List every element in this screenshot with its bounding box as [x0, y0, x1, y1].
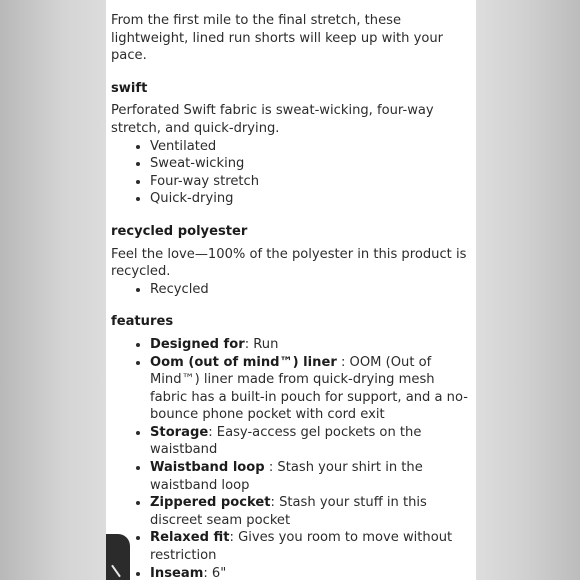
- recycled-list: [111, 281, 470, 299]
- list-item: • Four-way stretch: [150, 173, 470, 191]
- feature-desc: : Gives you room to move without restriction: [150, 530, 453, 564]
- feature-item: [150, 565, 470, 580]
- section-title-features: features: [111, 314, 174, 330]
- corner-object: [106, 534, 130, 580]
- feature-item: [150, 529, 470, 564]
- feature-term: Designed for: [150, 336, 245, 352]
- feature-term: Oom (out of mind™) liner: [150, 354, 337, 370]
- feature-item: [150, 354, 470, 424]
- feature-item: [150, 494, 470, 529]
- feature-term: Relaxed fit: [150, 530, 230, 546]
- product-description-panel: [106, 0, 476, 580]
- feature-item: [150, 424, 470, 459]
- list-item: • Quick-drying: [150, 190, 470, 208]
- feature-desc: : Stash your stuff in this discreet seam pocket: [150, 495, 427, 528]
- swift-list: [111, 138, 470, 208]
- feature-term: Waistband loop: [150, 460, 265, 476]
- feature-item: [150, 459, 470, 494]
- feature-term: Zippered pocket: [150, 495, 271, 511]
- feature-desc: : 6": [203, 565, 227, 580]
- feature-item: [150, 336, 470, 354]
- background-right: [474, 0, 580, 580]
- section-title-recycled: recycled polyester: [111, 223, 248, 239]
- intro-text: From the first mile to the final stretch, these lightweight, lined run shorts will keep up with your pace.: [111, 13, 444, 64]
- list-item: • Sweat-wicking: [150, 155, 470, 173]
- recycled-description: Feel the love—100% of the polyester in this product is recycled.: [111, 246, 467, 280]
- feature-desc: : OOM (Out of Mind™) liner made from quick-drying mesh fabric has a built-in pouch for support, and a no-bounce phone pocket with cord exit: [150, 354, 468, 423]
- list-item: • Ventilated: [150, 138, 470, 156]
- feature-desc: : Run: [244, 336, 279, 352]
- swift-description: Perforated Swift fabric is sweat-wicking, four-way stretch, and quick-drying.: [111, 103, 434, 136]
- feature-desc: : Easy-access gel pockets on the waistband: [150, 424, 422, 458]
- list-item: • Recycled: [150, 281, 470, 299]
- description-content: [106, 0, 476, 580]
- features-list: [111, 336, 470, 580]
- background-left: [0, 0, 106, 580]
- feature-term: Inseam: [150, 565, 204, 580]
- section-title-swift: swift: [111, 80, 148, 96]
- feature-term: Storage: [150, 424, 209, 440]
- feature-desc: : Stash your shirt in the waistband loop: [150, 460, 423, 493]
